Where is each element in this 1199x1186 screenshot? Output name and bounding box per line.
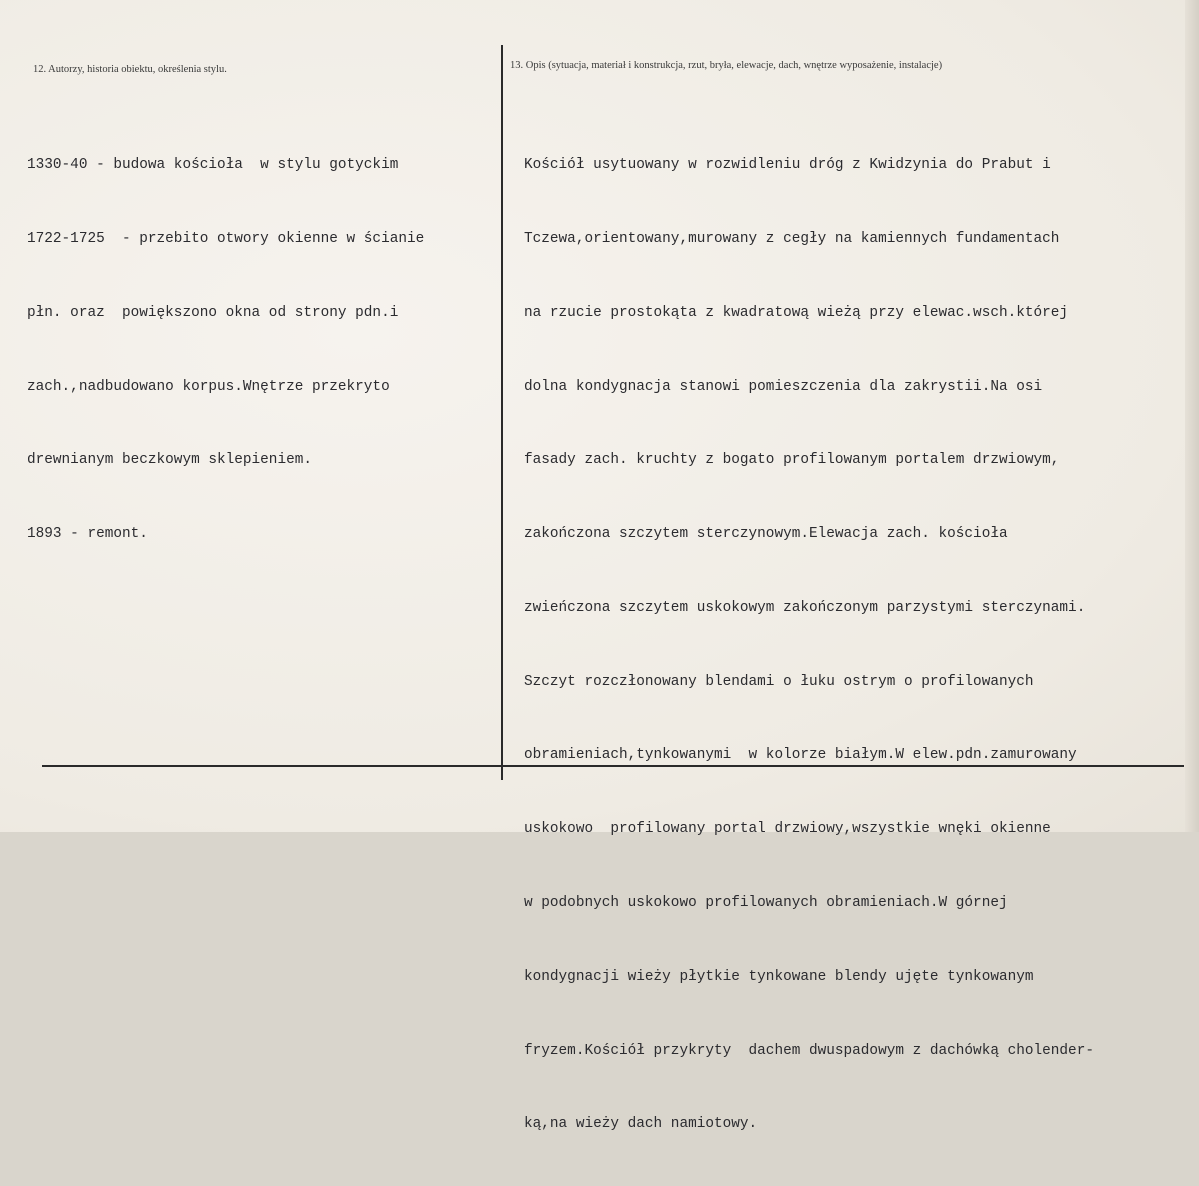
description-text bbox=[524, 104, 1094, 1186]
history-line: drewnianym beczkowym sklepieniem. bbox=[27, 452, 312, 469]
description-line: fryzem.Kościół przykryty dachem dwuspadowym z dachówką cholender- bbox=[524, 1042, 1094, 1059]
description-line: w podobnych uskokowo profilowanych obramieniach.W górnej bbox=[524, 895, 1008, 911]
description-line: zwieńczona szczytem uskokowym zakończonym parzystymi sterczynami. bbox=[524, 599, 1086, 616]
history-line: zach.,nadbudowano korpus.Wnętrze przekryto bbox=[27, 378, 390, 395]
history-line: 1722-1725 - przebito otwory okienne w ścianie bbox=[27, 230, 425, 247]
description-line: obramieniach,tynkowanymi w kolorze białym.W elew.pdn.zamurowany bbox=[524, 747, 1077, 764]
description-line: uskokowo profilowany portal drzwiowy,wszystkie wnęki okienne bbox=[524, 821, 1051, 838]
description-line: dolna kondygnacja stanowi pomieszczenia dla zakrystii.Na osi bbox=[524, 378, 1043, 395]
description-line: na rzucie prostokąta z kwadratową wieżą przy elewac.wsch.której bbox=[524, 304, 1069, 321]
card-edge bbox=[1185, 0, 1199, 832]
section-13-heading: 13. Opis (sytuacja, materiał i konstrukcja, rzut, bryła, elewacje, dach, wnętrze wyposażenie, instalacje) bbox=[510, 60, 943, 71]
history-line: 1330-40 - budowa kościoła w stylu gotyckim bbox=[27, 157, 399, 174]
description-line: fasady zach. kruchty z bogato profilowanym portalem drzwiowym, bbox=[524, 452, 1060, 469]
description-line: kondygnacji wieży płytkie tynkowane blendy ujęte tynkowanym bbox=[524, 968, 1034, 985]
history-text bbox=[27, 104, 424, 596]
section-12-heading: 12. Autorzy, historia obiektu, określenia stylu. bbox=[33, 64, 227, 75]
description-line: ką,na wieży dach namiotowy. bbox=[524, 1116, 758, 1133]
history-line: płn. oraz powiększono okna od strony pdn.i bbox=[27, 304, 399, 321]
description-line: Kościół usytuowany w rozwidleniu dróg z Kwidzynia do Prabut i bbox=[524, 157, 1051, 174]
column-divider bbox=[501, 45, 503, 780]
description-line: zakończona szczytem sterczynowym.Elewacja zach. kościoła bbox=[524, 526, 1008, 543]
history-line: 1893 - remont. bbox=[27, 526, 148, 543]
description-line: Tczewa,orientowany,murowany z cegły na kamiennych fundamentach bbox=[524, 230, 1060, 247]
description-line: Szczyt rozczłonowany blendami o łuku ostrym o profilowanych bbox=[524, 673, 1034, 690]
